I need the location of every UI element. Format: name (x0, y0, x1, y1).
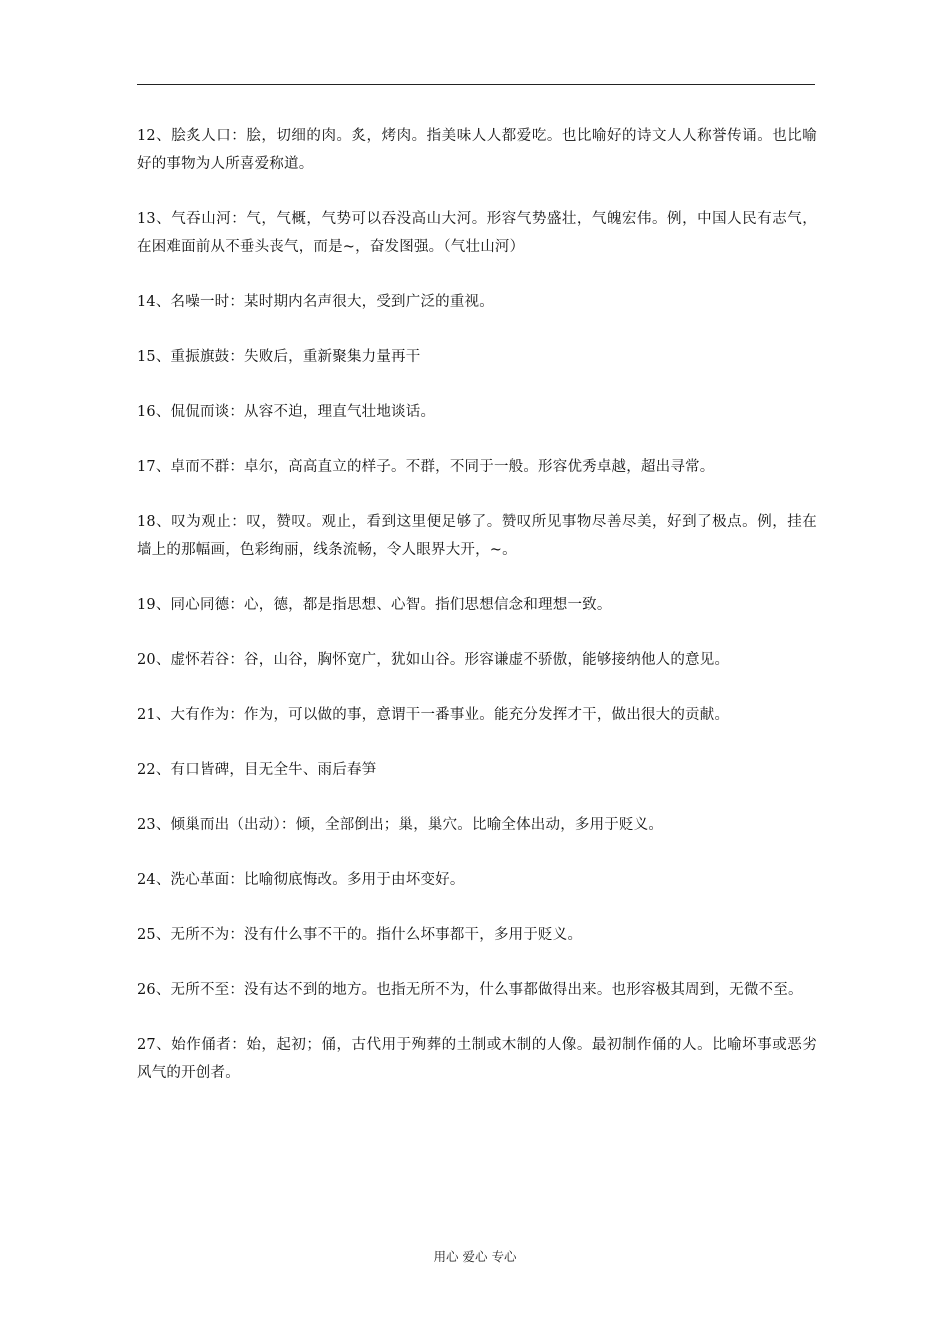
entry-27: 27、始作俑者：始，起初；俑，古代用于殉葬的土制或木制的人像。最初制作俑的人。比喻坏事或恶劣风气的开创者。 (137, 1037, 817, 1081)
entry-21: 21、大有作为：作为，可以做的事，意谓干一番事业。能充分发挥才干，做出很大的贡献。 (137, 707, 730, 723)
entry-20: 20、虚怀若谷：谷，山谷，胸怀宽广，犹如山谷。形容谦虚不骄傲，能够接纳他人的意见。 (137, 652, 730, 668)
entry-24: 24、洗心革面：比喻彻底悔改。多用于由坏变好。 (137, 872, 465, 888)
entry-22: 22、有口皆碑，目无全牛、雨后春笋 (137, 762, 377, 778)
entry-14: 14、名噪一时：某时期内名声很大，受到广泛的重视。 (137, 294, 494, 310)
entry-25: 25、无所不为：没有什么事不干的。指什么坏事都干，多用于贬义。 (137, 927, 583, 943)
header-rule (137, 84, 815, 85)
entry-19: 19、同心同德：心，德，都是指思想、心智。指们思想信念和理想一致。 (137, 597, 612, 613)
entry-23: 23、倾巢而出（出动）：倾，全部倒出；巢，巢穴。比喻全体出动，多用于贬义。 (137, 817, 664, 833)
entry-12: 12、脍炙人口：脍，切细的肉。炙，烤肉。指美味人人都爱吃。也比喻好的诗文人人称誉传诵。也比喻好的事物为人所喜爱称道。 (137, 128, 817, 172)
page-footer: 用心 爱心 专心 (433, 1249, 517, 1264)
entry-26: 26、无所不至：没有达不到的地方。也指无所不为，什么事都做得出来。也形容极其周到，无微不至。 (137, 982, 803, 998)
entry-17: 17、卓而不群：卓尔，高高直立的样子。不群，不同于一般。形容优秀卓越，超出寻常。 (137, 459, 715, 475)
entry-15: 15、重振旗鼓：失败后，重新聚集力量再干 (137, 349, 421, 365)
document-body (137, 122, 817, 1114)
entry-18: 18、叹为观止：叹，赞叹。观止，看到这里便足够了。赞叹所见事物尽善尽美，好到了极点。例，挂在墙上的那幅画，色彩绚丽，线条流畅，令人眼界大开，~。 (137, 514, 817, 558)
entry-13: 13、气吞山河：气，气概，气势可以吞没高山大河。形容气势盛壮，气魄宏伟。例，中国人民有志气，在困难面前从不垂头丧气，而是~，奋发图强。（气壮山河） (137, 211, 817, 255)
entry-16: 16、侃侃而谈：从容不迫，理直气壮地谈话。 (137, 404, 436, 420)
